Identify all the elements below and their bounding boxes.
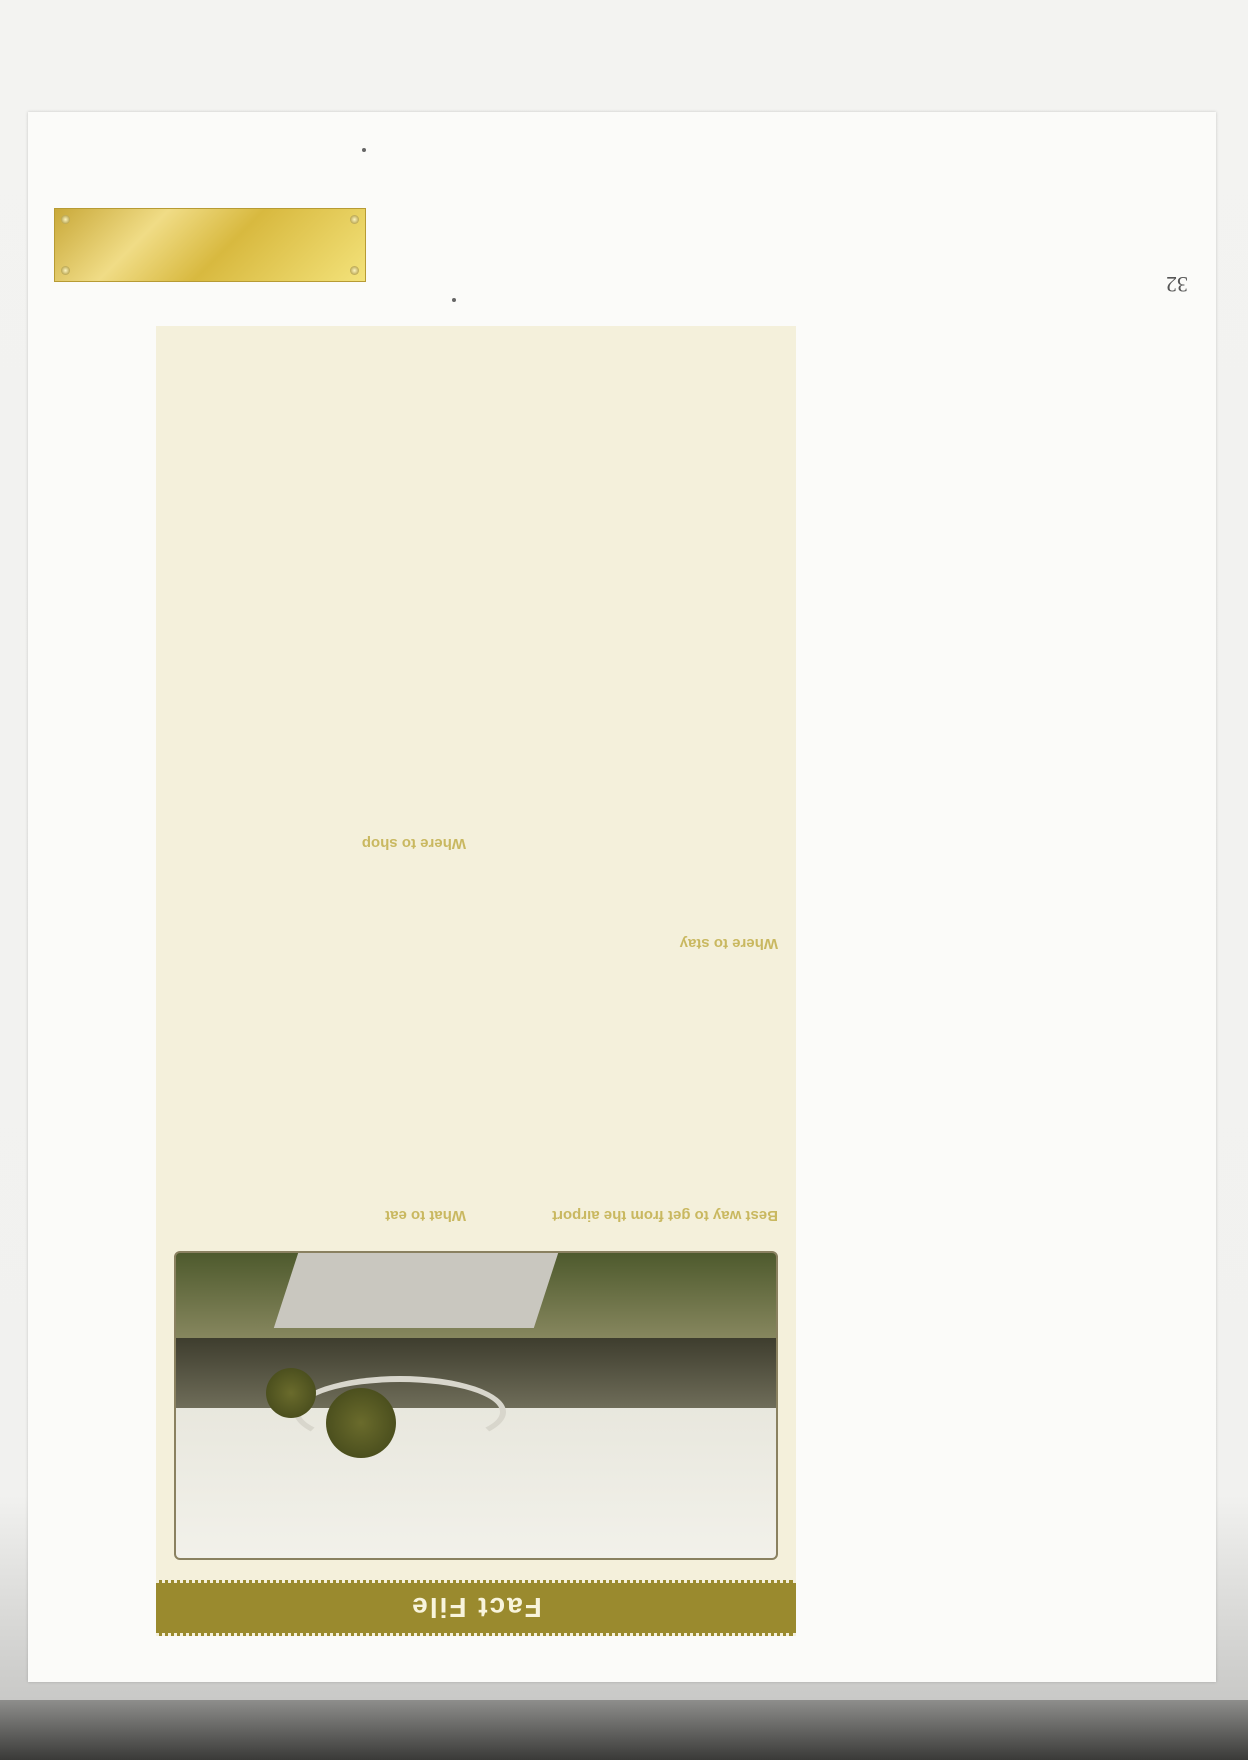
section-heading: Where to shop — [361, 835, 466, 852]
fact-file-banner — [156, 1580, 796, 1636]
section-heading: Where to stay — [679, 935, 778, 952]
fact-file-column-left — [478, 924, 778, 1236]
flipped-content — [28, 112, 1216, 1682]
scanner-edge — [0, 1700, 1248, 1760]
section-heading: What to eat — [385, 1207, 466, 1224]
running-header — [336, 279, 856, 297]
rivet — [350, 215, 359, 224]
brass-plate — [54, 208, 366, 282]
magazine-page — [28, 112, 1216, 1682]
rivet — [61, 215, 70, 224]
fact-file-title: Fact File — [410, 1592, 542, 1623]
rivet — [61, 266, 70, 275]
scan-speck — [452, 298, 456, 302]
page-number: 32 — [1166, 272, 1188, 297]
section-heading: Best way to get from the airport — [552, 1207, 778, 1224]
rivet — [350, 266, 359, 275]
article-column — [56, 302, 366, 1582]
scan-speck — [362, 148, 366, 152]
